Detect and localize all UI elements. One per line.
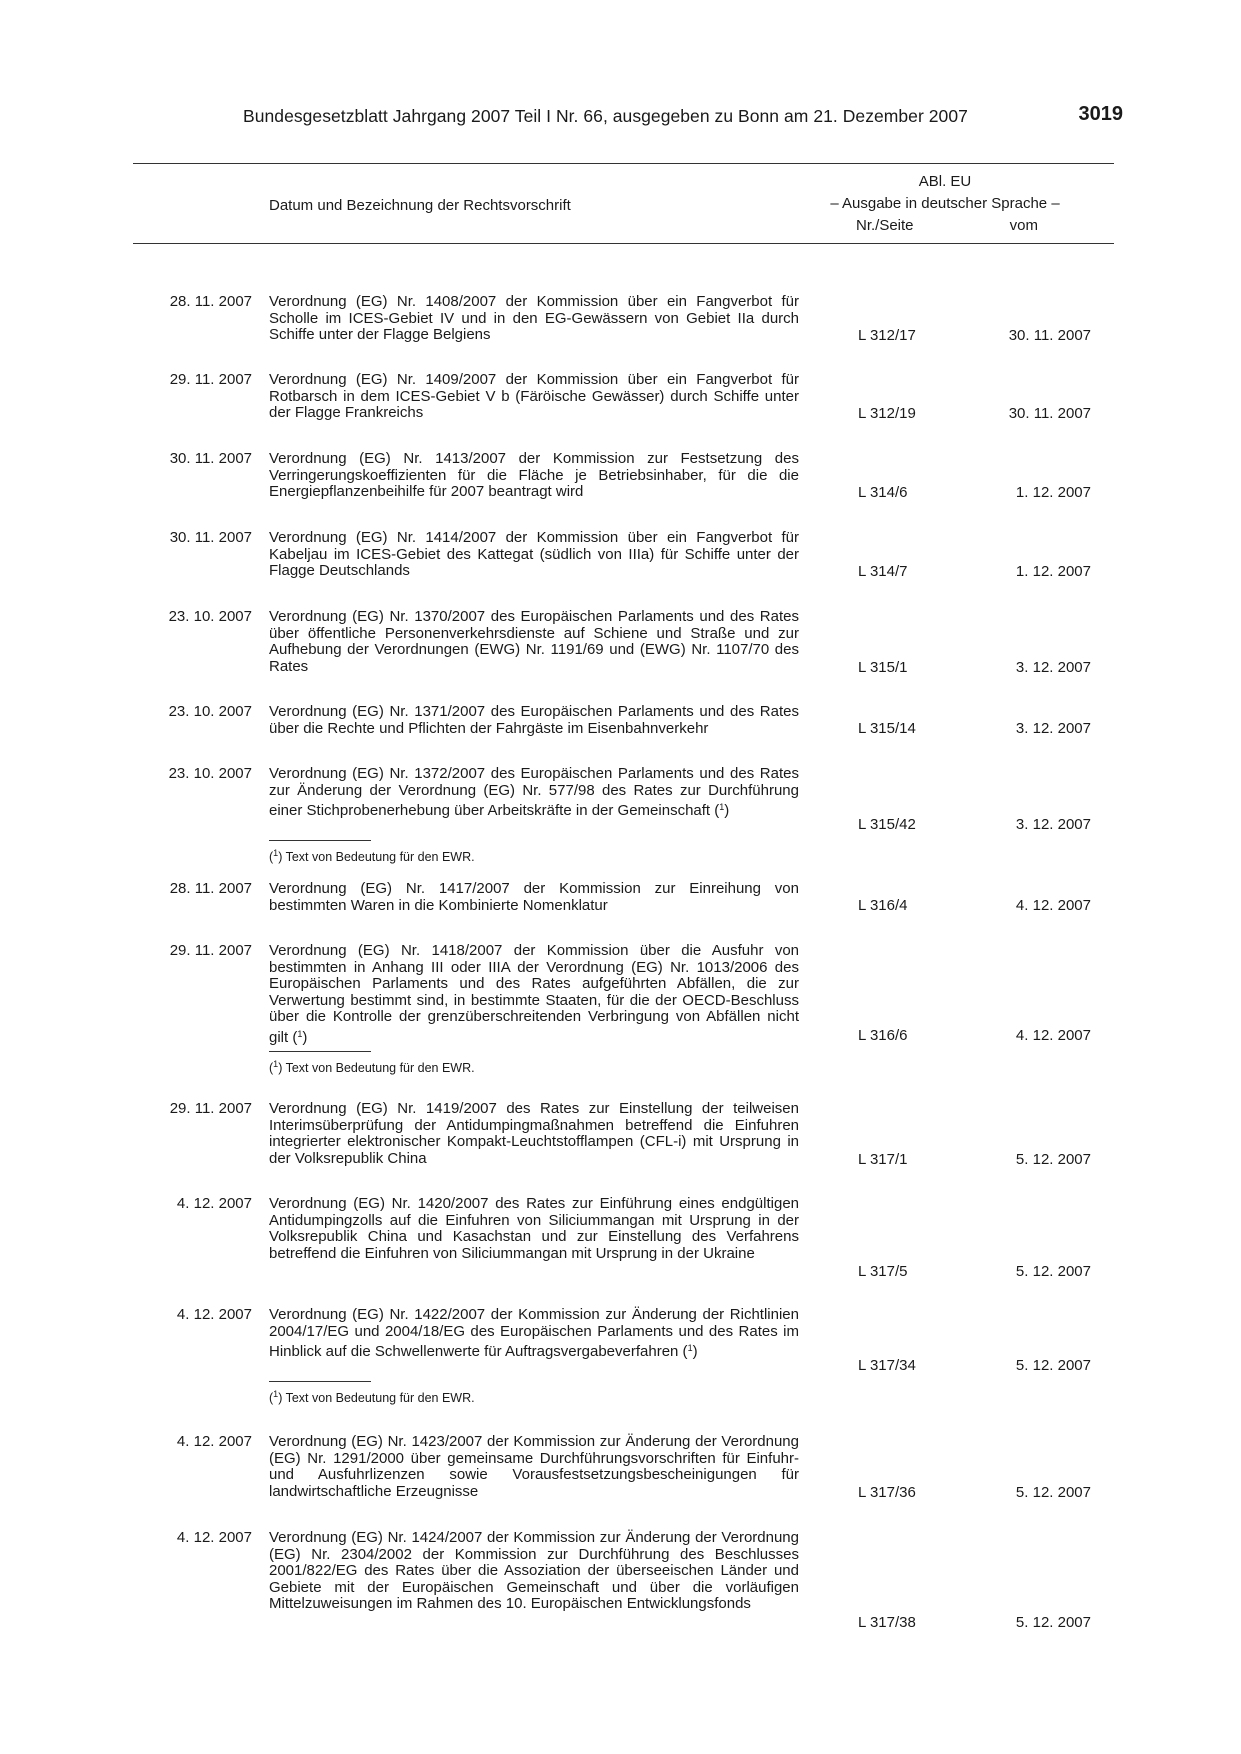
- footnote-rule: [269, 1051, 371, 1052]
- footnote: ($^1$) Text von Bedeutung für den EWR.: [269, 1059, 475, 1075]
- entry-date: 23. 10. 2007: [168, 608, 252, 625]
- footnote-rule: [269, 840, 371, 841]
- entry-title: Verordnung (EG) Nr. 1417/2007 der Kommission zur Einreihung von bestimmten Waren in die Kombinierte Nomenklatur: [269, 880, 799, 914]
- entry-vom: 5. 12. 2007: [1015, 1151, 1091, 1168]
- footnote: ($^1$) Text von Bedeutung für den EWR.: [269, 848, 475, 864]
- column-header-description: Datum und Bezeichnung der Rechtsvorschrift: [269, 197, 571, 214]
- entry-title: Verordnung (EG) Nr. 1418/2007 der Kommission über die Ausfuhr von bestimmten in Anhang III oder IIIA der Verordnung (EG) Nr. 1013/2006 des Europäischen Parlaments und des Rates aufgeführten Abfällen, die zur Verwertung bestimmt sind, in bestimmte Staaten, für die der OECD-Beschluss über die Kontrolle der grenzüberschreitenden Verbringung von Abfällen nicht gilt ($^1$): [269, 942, 799, 1046]
- entry-vom: 5. 12. 2007: [1015, 1357, 1091, 1374]
- entry-vom: 3. 12. 2007: [1015, 720, 1091, 737]
- entry-date: 29. 11. 2007: [169, 371, 252, 388]
- entry-vom: 4. 12. 2007: [1015, 1027, 1091, 1044]
- entry-vom: 30. 11. 2007: [1008, 327, 1091, 344]
- entry-vom: 5. 12. 2007: [1015, 1614, 1091, 1631]
- entry-date: 30. 11. 2007: [169, 529, 252, 546]
- entry-title: Verordnung (EG) Nr. 1424/2007 der Kommission zur Änderung der Verordnung (EG) Nr. 2304/2002 der Kommission zur Durchführung des Beschlusses 2001/822/EG des Rates über die Assoziation der überseeischen Länder und Gebiete mit der Europäischen Gemeinschaft und über die vorläufigen Mittelzuweisungen im Rahmen des 10. Europäischen Entwicklungsfonds: [269, 1529, 799, 1612]
- entry-nr: L 315/1: [858, 659, 908, 676]
- page-number: 3019: [1078, 103, 1123, 125]
- entry-vom: 1. 12. 2007: [1015, 563, 1091, 580]
- entry-vom: 5. 12. 2007: [1015, 1263, 1091, 1280]
- table-header-rule: [133, 243, 1114, 244]
- entry-title: Verordnung (EG) Nr. 1419/2007 des Rates zur Einstellung der teilweisen Interimsüberprüfung der Antidumpingmaßnahmen betreffend die Einfuhren integrierter elektronischer Kompakt-Leuchtstofflampen (CFL-i) mit Ursprung in der Volksrepublik China: [269, 1100, 799, 1167]
- entry-title: Verordnung (EG) Nr. 1371/2007 des Europäischen Parlaments und des Rates über die Rechte und Pflichten der Fahrgäste im Eisenbahnverkehr: [269, 703, 799, 737]
- ojeu-title: ABl. EU: [918, 173, 972, 190]
- entry-date: 28. 11. 2007: [169, 880, 252, 897]
- entry-title: Verordnung (EG) Nr. 1420/2007 des Rates zur Einführung eines endgültigen Antidumpingzolls auf die Einfuhren von Siliciummangan mit Ursprung in der Volksrepublik China und Kasachstan und zur Einstellung des Verfahrens betreffend die Einfuhren von Siliciummangan mit Ursprung in der Ukraine: [269, 1195, 799, 1262]
- footnote-rule: [269, 1381, 371, 1382]
- column-header-vom: vom: [1009, 217, 1038, 234]
- entry-nr: L 317/36: [858, 1484, 916, 1501]
- entry-title: Verordnung (EG) Nr. 1414/2007 der Kommission über ein Fangverbot für Kabeljau im ICES-Gebiet des Kattegat (südlich von IIIa) für Schiffe unter der Flagge Deutschlands: [269, 529, 799, 579]
- entry-date: 23. 10. 2007: [168, 703, 252, 720]
- entry-nr: L 316/6: [858, 1027, 908, 1044]
- entry-title: Verordnung (EG) Nr. 1422/2007 der Kommission zur Änderung der Richtlinien 2004/17/EG und 2004/18/EG des Europäischen Parlaments und des Rates im Hinblick auf die Schwellenwerte für Auftragsvergabeverfahren ($^1$): [269, 1306, 799, 1360]
- entry-title: Verordnung (EG) Nr. 1370/2007 des Europäischen Parlaments und des Rates über öffentliche Personenverkehrsdienste auf Schiene und Straße und zur Aufhebung der Verordnungen (EWG) Nr. 1191/69 und (EWG) Nr. 1107/70 des Rates: [269, 608, 799, 675]
- entry-nr: L 314/6: [858, 484, 908, 501]
- entry-nr: L 315/14: [858, 720, 916, 737]
- entry-vom: 4. 12. 2007: [1015, 897, 1091, 914]
- table-top-rule: [133, 163, 1114, 164]
- entry-nr: L 314/7: [858, 563, 908, 580]
- entry-vom: 1. 12. 2007: [1015, 484, 1091, 501]
- entry-vom: 3. 12. 2007: [1015, 816, 1091, 833]
- entry-title: Verordnung (EG) Nr. 1423/2007 der Kommission zur Änderung der Verordnung (EG) Nr. 1291/2000 über gemeinsame Durchführungsvorschriften für Einfuhr- und Ausfuhrlizenzen sowie Vorausfestsetzungsbescheinigungen für landwirtschaftliche Erzeugnisse: [269, 1433, 799, 1500]
- running-head: Bundesgesetzblatt Jahrgang 2007 Teil I Nr. 66, ausgegeben zu Bonn am 21. Dezember 2007: [243, 106, 968, 126]
- entry-nr: L 312/19: [858, 405, 916, 422]
- ojeu-subtitle: – Ausgabe in deutscher Sprache –: [830, 195, 1060, 212]
- entry-vom: 30. 11. 2007: [1008, 405, 1091, 422]
- entry-date: 29. 11. 2007: [169, 1100, 252, 1117]
- entry-date: 30. 11. 2007: [169, 450, 252, 467]
- entry-date: 4. 12. 2007: [176, 1306, 252, 1323]
- entry-date: 23. 10. 2007: [168, 765, 252, 782]
- entry-nr: L 312/17: [858, 327, 916, 344]
- entry-date: 4. 12. 2007: [176, 1195, 252, 1212]
- entry-nr: L 317/38: [858, 1614, 916, 1631]
- entry-nr: L 317/34: [858, 1357, 916, 1374]
- entry-date: 4. 12. 2007: [176, 1529, 252, 1546]
- entry-title: Verordnung (EG) Nr. 1372/2007 des Europäischen Parlaments und des Rates zur Änderung der Verordnung (EG) Nr. 577/98 des Rates zur Durchführung einer Stichprobenerhebung über Arbeitskräfte in der Gemeinschaft ($^1$): [269, 765, 799, 819]
- entry-date: 29. 11. 2007: [169, 942, 252, 959]
- entry-title: Verordnung (EG) Nr. 1408/2007 der Kommission über ein Fangverbot für Scholle im ICES-Gebiet IV und in den EG-Gewässern von Gebiet IIa durch Schiffe unter der Flagge Belgiens: [269, 293, 799, 343]
- entry-vom: 5. 12. 2007: [1015, 1484, 1091, 1501]
- column-header-nr: Nr./Seite: [856, 217, 914, 234]
- entry-date: 4. 12. 2007: [176, 1433, 252, 1450]
- entry-date: 28. 11. 2007: [169, 293, 252, 310]
- entry-nr: L 315/42: [858, 816, 916, 833]
- column-header-ojeu: [820, 171, 1070, 237]
- entry-nr: L 317/1: [858, 1151, 908, 1168]
- entry-nr: L 316/4: [858, 897, 908, 914]
- entry-title: Verordnung (EG) Nr. 1413/2007 der Kommission zur Festsetzung des Verringerungskoeffizienten für die Fläche je Betriebsinhaber, für die die Energiepflanzenbeihilfe für 2007 beantragt wird: [269, 450, 799, 500]
- entry-nr: L 317/5: [858, 1263, 908, 1280]
- entry-vom: 3. 12. 2007: [1015, 659, 1091, 676]
- entry-title: Verordnung (EG) Nr. 1409/2007 der Kommission über ein Fangverbot für Rotbarsch in dem ICES-Gebiet V b (Färöische Gewässer) durch Schiffe unter der Flagge Frankreichs: [269, 371, 799, 421]
- footnote: ($^1$) Text von Bedeutung für den EWR.: [269, 1389, 475, 1405]
